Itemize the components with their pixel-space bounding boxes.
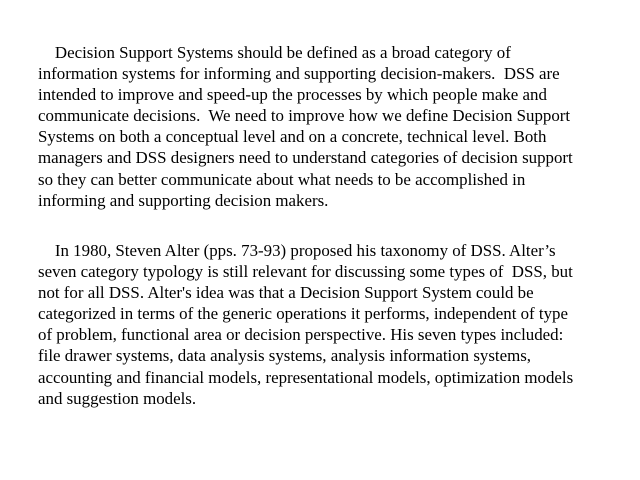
- text-line: communicate decisions. We need to improve how we define Decision Support: [38, 106, 571, 126]
- text-line: Decision Support Systems should be defined as a broad category of: [38, 43, 511, 62]
- text-line: categorized in terms of the generic operations it performs, independent of type: [38, 304, 568, 324]
- text-line: intended to improve and speed-up the processes by which people make and: [38, 85, 547, 105]
- text-line: of problem, functional area or decision perspective. His seven types included:: [38, 325, 564, 345]
- text-line: accounting and financial models, representational models, optimization models: [38, 367, 574, 387]
- text-line: seven category typology is still relevant for discussing some types of DSS, but: [38, 262, 573, 282]
- text-line: Systems on both a conceptual level and on a concrete, technical level. Both: [38, 127, 547, 147]
- text-line: file drawer systems, data analysis systems, analysis information systems,: [38, 346, 532, 366]
- text-line: managers and DSS designers need to understand categories of decision support: [38, 148, 573, 168]
- text-line: information systems for informing and supporting decision-makers. DSS are: [38, 64, 560, 84]
- text-line: and suggestion models.: [38, 388, 197, 408]
- text-line: informing and supporting decision makers.: [38, 190, 329, 210]
- paragraph-alter-taxonomy: [38, 240, 640, 409]
- paragraph-dss-definition: [38, 42, 640, 211]
- text-line: not for all DSS. Alter's idea was that a Decision Support System could be: [38, 283, 534, 303]
- text-line: so they can better communicate about what needs to be accomplished in: [38, 169, 526, 189]
- text-line: In 1980, Steven Alter (pps. 73-93) proposed his taxonomy of DSS. Alter’s: [38, 241, 556, 260]
